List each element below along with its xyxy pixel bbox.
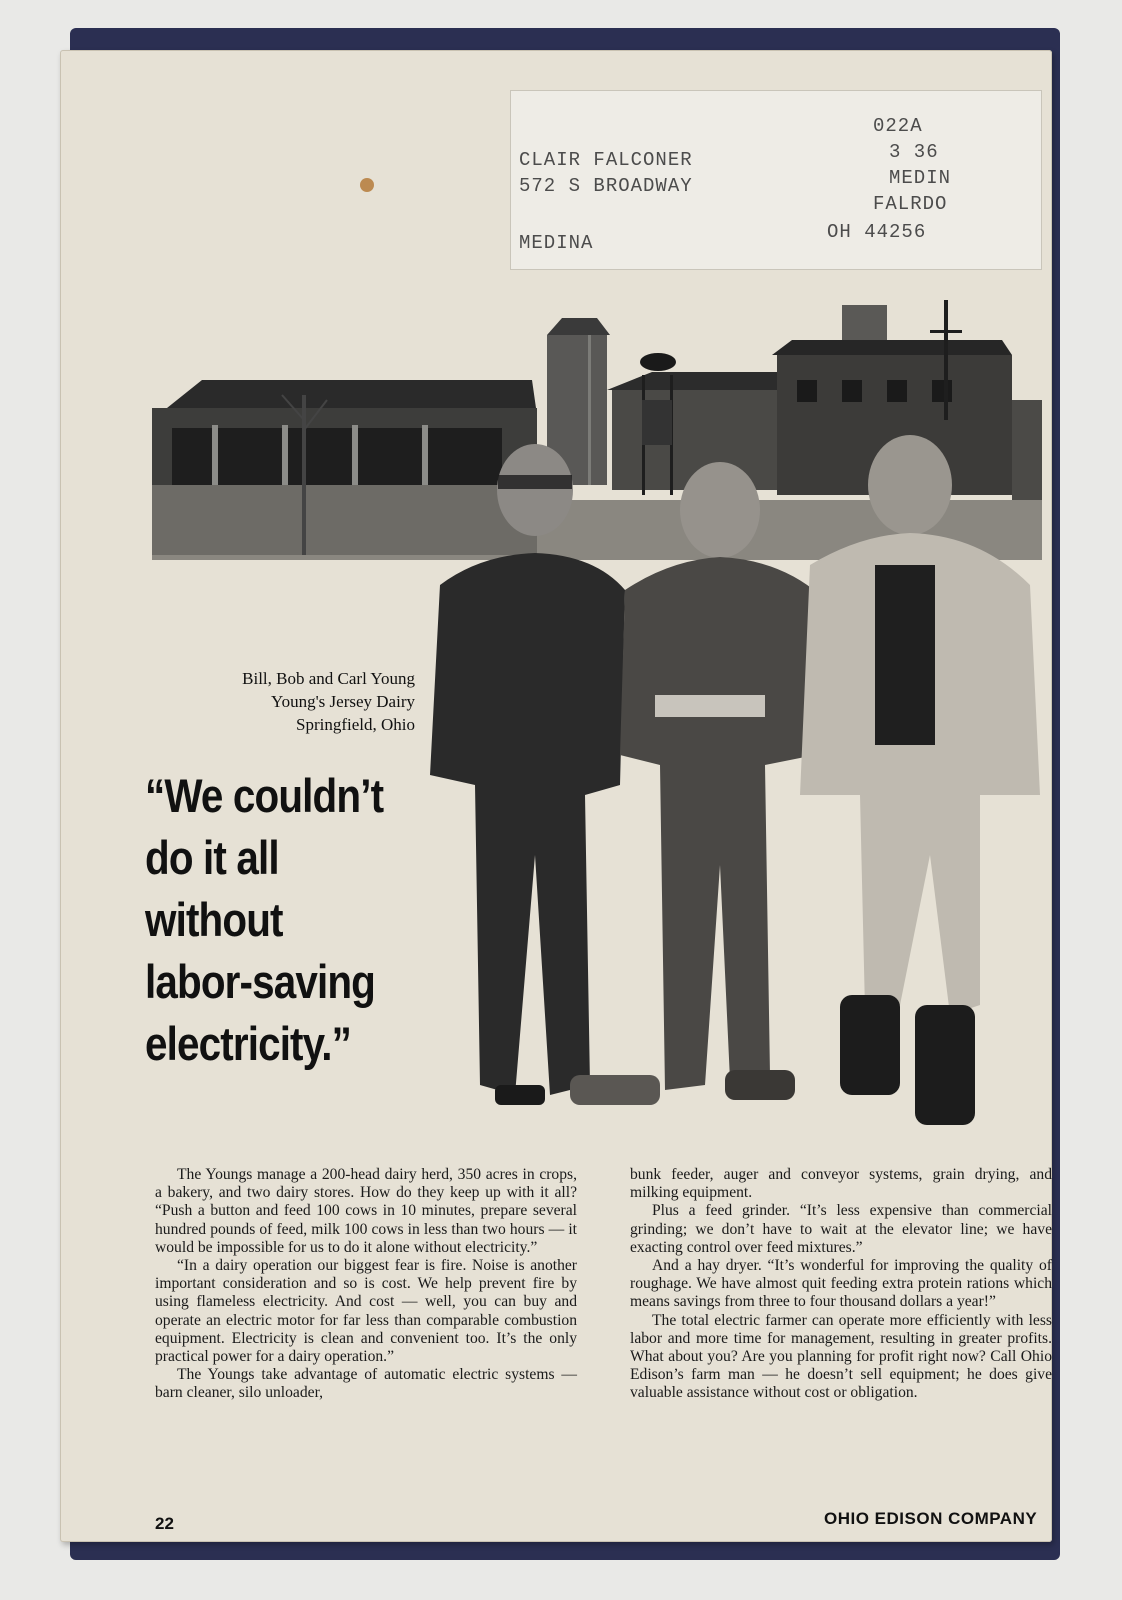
caption-location: Springfield, Ohio [296, 715, 415, 734]
body-paragraph: And a hay dryer. “It’s wonderful for improving the quality of roughage. We have almost quit feeding extra protein rations which means savings from three to four thousand dollars a year!” [630, 1257, 1052, 1311]
headline-line: electricity.” [145, 1017, 352, 1070]
company-name: OHIO EDISON COMPANY [824, 1509, 1038, 1528]
body-paragraph: The Youngs take advantage of automatic electric systems — barn cleaner, silo unloader, [155, 1366, 577, 1402]
label-city: MEDINA [519, 232, 594, 254]
stain-mark [360, 178, 374, 192]
body-column-right [630, 1166, 1052, 1403]
label-route-2: FALRDO [873, 193, 948, 215]
caption-names: Bill, Bob and Carl Young [242, 669, 415, 688]
three-men-photo [420, 435, 1060, 1150]
label-name: CLAIR FALCONER [519, 149, 693, 171]
label-route-1: MEDIN [889, 167, 952, 189]
label-street: 572 S BROADWAY [519, 175, 693, 197]
headline-line: labor-saving [145, 955, 376, 1008]
body-paragraph: Plus a feed grinder. “It’s less expensive than commercial grinding; we don’t have to wait at the elevator line; we have exacting control over feed mixtures.” [630, 1202, 1052, 1256]
headline-line: do it all [145, 831, 279, 884]
headline-line: “We couldn’t [145, 769, 384, 822]
photo-caption [150, 667, 415, 736]
headline-line: without [145, 893, 283, 946]
mailing-address-label [510, 90, 1042, 270]
body-paragraph: bunk feeder, auger and conveyor systems, grain drying, and milking equipment. [630, 1166, 1052, 1202]
body-paragraph: “In a dairy operation our biggest fear is fire. Noise is another important consideration and so is cost. We help prevent fire by using flameless electricity. And cost — well, you can buy and operate an electric motor for far less than comparable combustion equipment. Electricity is clean and convenient too. It’s the only practical power for a dairy operation.” [155, 1257, 577, 1366]
body-paragraph: The total electric farmer can operate more efficiently with less labor and more time for management, resulting in greater profits. What about you? Are you planning for profit right now? Call Ohio Edison’s farm man — he doesn’t sell equipment; he does give valuable assistance without cost or obligation. [630, 1311, 1052, 1402]
caption-business: Young's Jersey Dairy [271, 692, 415, 711]
magazine-page [60, 50, 1052, 1542]
label-expiry: 3 36 [889, 141, 939, 163]
body-column-left [155, 1166, 577, 1403]
headline-quote [145, 765, 403, 1075]
label-code: 022A [873, 115, 923, 137]
page-number: 22 [155, 1514, 174, 1533]
label-state-zip: OH 44256 [827, 221, 927, 243]
body-paragraph: The Youngs manage a 200-head dairy herd, 350 acres in crops, a bakery, and two dairy stores. How do they keep up with it all? “Push a button and feed 100 cows in 10 minutes, prepare several hundred pounds of feed, milk 100 cows in less than two hours — it would be impossible for us to do it alone without electricity.” [155, 1166, 577, 1256]
